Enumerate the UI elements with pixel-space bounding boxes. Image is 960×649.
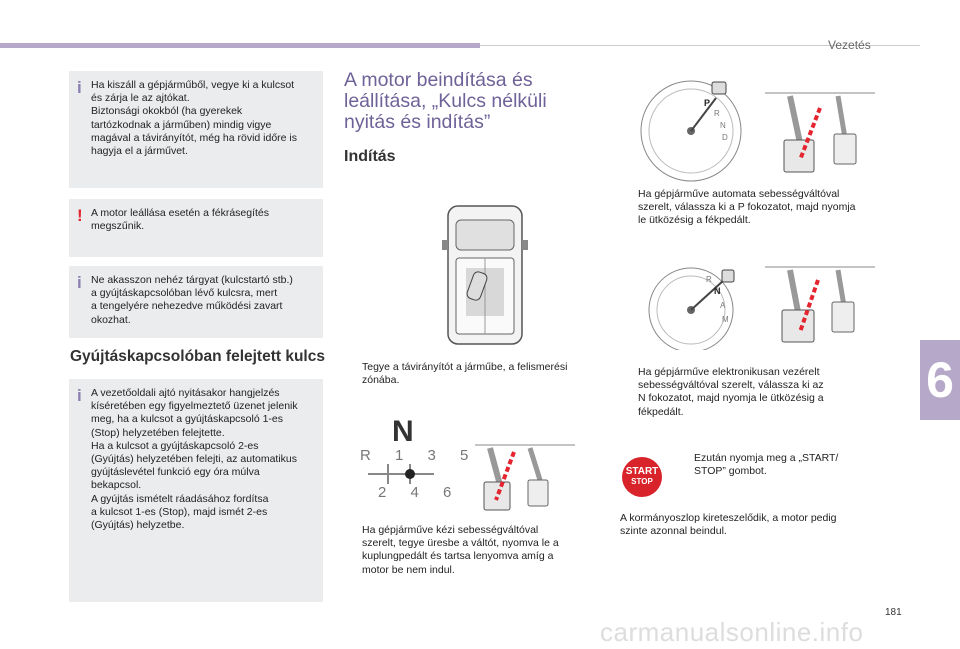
- electronic-gear-selector-illustration: [636, 260, 746, 350]
- info-box-leaving-vehicle: [69, 71, 323, 188]
- svg-text:P: P: [704, 98, 711, 108]
- step-electronic-gearbox: Ha gépjárműve elektronikusan vezérelt sebességváltóval szerelt, válassza ki az N fokozatot, majd nyomja le ütközésig a fékpedált.: [638, 366, 824, 418]
- warning-box-brake: [69, 199, 323, 257]
- info-box-heavy-objects: [69, 266, 323, 338]
- svg-text:N: N: [720, 121, 726, 130]
- gear-selected-label: N: [392, 415, 414, 448]
- top-accent-bar: [0, 43, 480, 48]
- start-stop-button-icon: START STOP: [622, 457, 662, 497]
- step-automatic-gearbox: Ha gépjárműve automata sebességváltóval szerelt, válassza ki a P fokozatot, majd nyomja le ütközésig a fékpedált.: [638, 188, 856, 227]
- car-top-view-illustration: [440, 198, 530, 348]
- step-manual-gearbox: Ha gépjárműve kézi sebességváltóval szerelt, tegye üresbe a váltót, nyomva le a kuplungpedált és tartsa lenyomva amíg a motor be nem indul.: [362, 524, 559, 576]
- info-box-text: Ha kiszáll a gépjárműből, vegye ki a kulcsot és zárja le az ajtókat. Biztonsági okokból (ha gyerekek tartózkodnak a járműben) mindig vigye magával a távirányítót, még ha rövid időre is hagyja el a járművet.: [91, 79, 298, 158]
- watermark: carmanualsonline.info: [600, 617, 864, 647]
- gear-pattern-icon: [360, 462, 440, 486]
- step-remote-in-vehicle: Tegye a távirányítót a járműbe, a felismerési zónába.: [362, 361, 568, 387]
- brake-pedal-illustration-electronic: [760, 262, 880, 352]
- step-press-start-stop: Ezután nyomja meg a „START/ STOP” gombot.: [694, 452, 839, 478]
- svg-text:R: R: [714, 109, 720, 118]
- clutch-pedal-illustration: [470, 440, 580, 520]
- info-box-key-in-ignition: [69, 379, 323, 602]
- section-heading-key-left: Gyújtáskapcsolóban felejtett kulcs: [70, 348, 325, 365]
- info-box-text: Ne akasszon nehéz tárgyat (kulcstartó stb.) a gyújtáskapcsolóban lévő kulcsra, mert a tengelyére nehezedve működési zavart okozhat.: [91, 274, 293, 326]
- page-number: 181: [885, 607, 902, 618]
- brake-pedal-illustration-auto: [760, 88, 880, 188]
- gear-top-row: R 1 3 5: [360, 447, 479, 464]
- final-note: A kormányoszlop kireteszelődik, a motor pedig szinte azonnal beindul.: [620, 512, 837, 538]
- warning-icon: !: [77, 206, 83, 225]
- automatic-gear-selector-illustration: [636, 76, 746, 186]
- section-label: Vezetés: [828, 38, 871, 52]
- subheading-start: Indítás: [344, 148, 396, 165]
- svg-text:M: M: [722, 315, 729, 324]
- svg-text:D: D: [722, 133, 728, 142]
- page-title: A motor beindítása és leállítása, „Kulcs nélküli nyitás és indítás”: [344, 69, 547, 133]
- gear-bottom-row: 2 4 6: [378, 484, 462, 501]
- chapter-tab: 6: [920, 340, 960, 420]
- info-icon: i: [77, 78, 82, 97]
- info-box-text: A vezetőoldali ajtó nyitásakor hangjelzés kíséretében egy figyelmeztető üzenet jelenik meg, ha a kulcsot a gyújtáskapcsoló 1-es (Stop) helyzetében felejtette. Ha a kulcsot a gyújtáskapcsoló 2-es (Gyújtás) helyzetében felejti, az automatikus gyújtáslevétel funkció egy óra múlva bekapcsol. A gyújtás ismételt ráadásához fordítsa a kulcsot 1-es (Stop), majd ismét 2-es (Gyújtás) helyzetbe.: [91, 387, 298, 532]
- svg-text:R: R: [706, 275, 712, 284]
- svg-text:A: A: [720, 301, 726, 310]
- info-icon: i: [77, 273, 82, 292]
- warning-box-text: A motor leállása esetén a fékrásegítés megszűnik.: [91, 207, 270, 233]
- svg-text:N: N: [714, 286, 721, 296]
- info-icon: i: [77, 386, 82, 405]
